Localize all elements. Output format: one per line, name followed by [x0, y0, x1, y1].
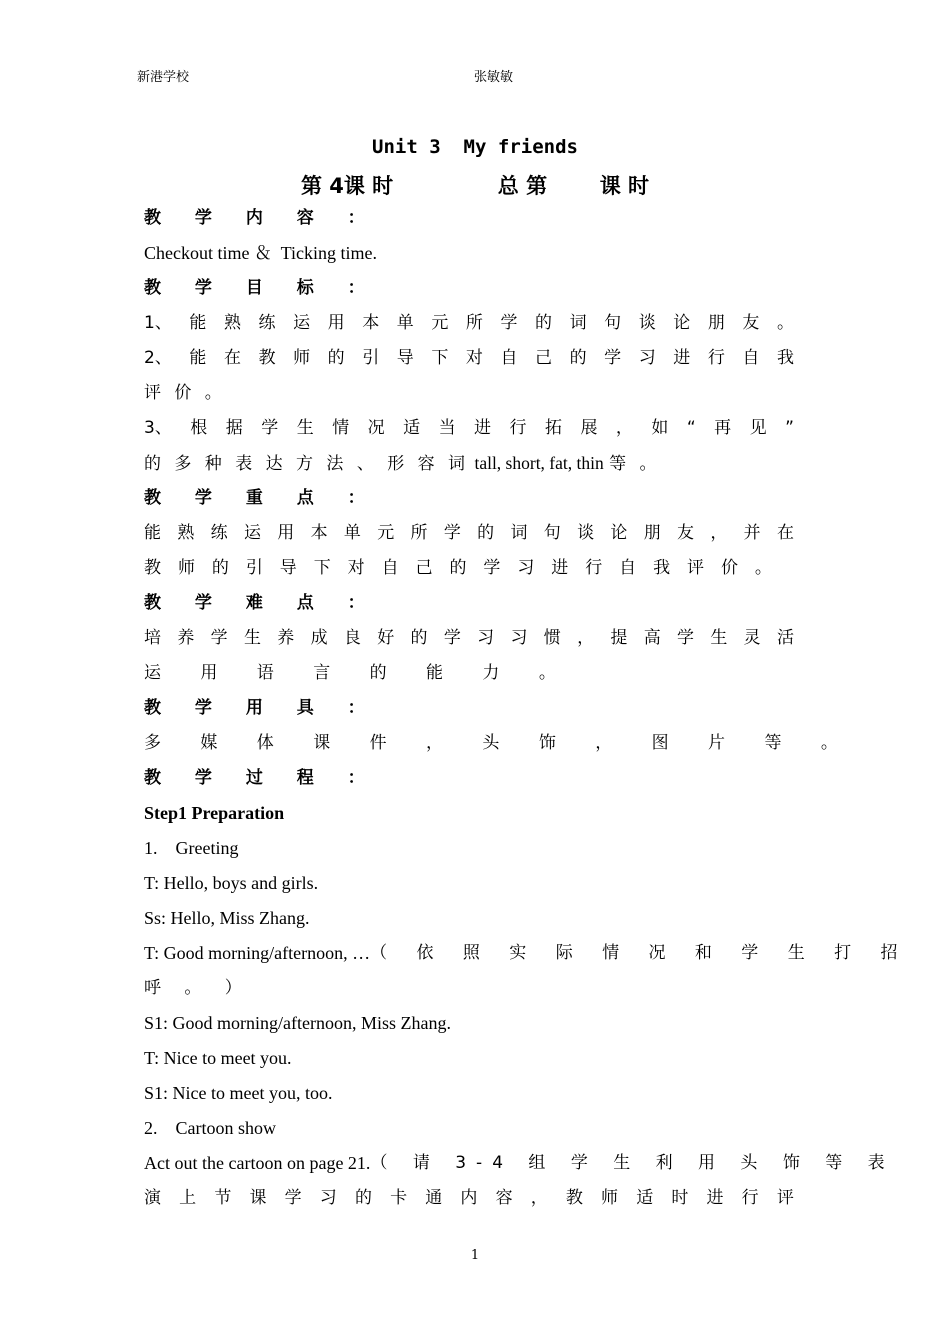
text-token: 在 — [223, 348, 241, 368]
keypoints-line-1 — [144, 516, 794, 551]
content-text: Checkout time ＆ Ticking time. — [144, 243, 377, 263]
tools-text: 多 媒 体 课 件 ， 头 饰 ， 图 片 等 。 — [144, 733, 855, 753]
header-school: 新港学校 — [137, 70, 190, 85]
text-token: 的 — [449, 558, 467, 578]
text-token: 学 — [210, 628, 228, 648]
item-cartoon: 2. Cartoon show — [144, 1118, 276, 1138]
text-token: 行 — [585, 558, 603, 578]
difficult-line-1 — [144, 621, 794, 656]
text-token: 2、 — [144, 348, 172, 368]
text-token: 的 — [477, 523, 495, 543]
dialogue-line: T: Hello, boys and girls. — [144, 873, 319, 893]
text-token: 的 — [211, 558, 229, 578]
text-token: 教 — [258, 348, 276, 368]
text-token: 习 — [517, 558, 535, 578]
text-token: 进 — [474, 418, 492, 438]
dialogue-line: S1: Nice to meet you, too. — [144, 1083, 333, 1103]
text-token: 价 — [720, 558, 738, 578]
text-token: 师 — [177, 558, 195, 578]
text-token: 能 — [144, 523, 161, 543]
text-token: 词 — [510, 523, 528, 543]
text-token: 好 — [377, 628, 395, 648]
text-token: 本 — [310, 523, 328, 543]
text-token: 引 — [362, 348, 380, 368]
text-token: 熟 — [177, 523, 195, 543]
text-token: 活 — [776, 628, 794, 648]
text-token: 元 — [431, 313, 449, 333]
text-token: 句 — [604, 313, 622, 333]
text-token: 教 — [144, 558, 161, 578]
text-token: 1、 — [144, 313, 172, 333]
text-token: 惯 — [543, 628, 561, 648]
text-token: 根 — [190, 418, 208, 438]
text-token: 上 — [179, 1188, 197, 1208]
content-heading: 教 学 内 容 ： — [144, 208, 379, 228]
text-token: 良 — [343, 628, 361, 648]
text-token: ， — [577, 628, 595, 648]
text-token: 当 — [438, 418, 456, 438]
text-token: 友 — [742, 313, 760, 333]
text-token: ， — [710, 523, 728, 543]
header-author: 张敏敏 — [474, 70, 514, 85]
text-token: 学 — [677, 628, 694, 648]
text-token: 灵 — [743, 628, 761, 648]
text-token: ” — [785, 418, 794, 438]
dialogue-en: T: Good morning/afternoon, … — [144, 943, 371, 963]
text-token: 评 — [687, 558, 704, 578]
text-token: 的 — [327, 348, 345, 368]
text-token: 卡 — [390, 1188, 408, 1208]
text-token: 我 — [653, 558, 671, 578]
text-token: 的 — [535, 313, 553, 333]
keypoints-line-2 — [144, 551, 794, 586]
difficult-line-2: 运 用 语 言 的 能 力 。 — [144, 663, 573, 683]
text-token: 进 — [706, 1188, 724, 1208]
text-token: 导 — [396, 348, 414, 368]
goal-3-cont — [144, 446, 794, 481]
lesson-plan-body — [144, 201, 910, 1216]
text-token: 如 — [651, 418, 669, 438]
text-token: 论 — [610, 523, 628, 543]
text-token: 师 — [293, 348, 311, 368]
text-token: ， — [530, 1188, 548, 1208]
text-token: 引 — [245, 558, 263, 578]
text-token: 导 — [279, 558, 297, 578]
text-token: 高 — [643, 628, 661, 648]
text-token: 学 — [443, 628, 461, 648]
page-number: 1 — [470, 1248, 480, 1263]
text-token: 展 — [580, 418, 598, 438]
text-token: 课 — [249, 1188, 267, 1208]
cartoon-note: （ 请 3-4 组 学 生 利 用 头 饰 等 表 — [370, 1153, 895, 1173]
text-token: 单 — [396, 313, 414, 333]
text-token: 元 — [377, 523, 395, 543]
goal-3-adjectives: tall, short, fat, thin — [474, 453, 604, 473]
text-token: 培 — [144, 628, 161, 648]
text-token: 下 — [313, 558, 331, 578]
text-token: 朋 — [707, 313, 725, 333]
text-token: 用 — [277, 523, 295, 543]
text-token: 学 — [500, 313, 518, 333]
text-token: 养 — [277, 628, 295, 648]
goals-heading: 教 学 目 标 ： — [144, 278, 379, 298]
text-token: 3、 — [144, 418, 172, 438]
text-token: 行 — [707, 348, 725, 368]
text-token: ， — [615, 418, 633, 438]
text-token: 友 — [677, 523, 694, 543]
text-token: 生 — [296, 418, 314, 438]
text-token: 自 — [742, 348, 760, 368]
total-lesson: 总 第 — [497, 174, 548, 198]
text-token: 词 — [569, 313, 587, 333]
text-token: 再 — [714, 418, 732, 438]
text-token: 习 — [510, 628, 528, 648]
text-token: 谈 — [638, 313, 656, 333]
text-token: 适 — [636, 1188, 654, 1208]
text-token: 朋 — [643, 523, 661, 543]
dialogue-line: T: Nice to meet you. — [144, 1048, 292, 1068]
text-token: 评 — [776, 1188, 794, 1208]
keypoints-heading: 教 学 重 点 ： — [144, 488, 379, 508]
text-token: 句 — [543, 523, 561, 543]
text-token: 对 — [347, 558, 365, 578]
cartoon-en: Act out the cartoon on page 21. — [144, 1153, 371, 1173]
goal-2-cont: 评 价 。 — [144, 383, 226, 403]
text-token: 拓 — [544, 418, 562, 438]
text-token: 节 — [214, 1188, 232, 1208]
text-token: 能 — [189, 348, 207, 368]
text-token: 对 — [465, 348, 483, 368]
text-token: 行 — [741, 1188, 759, 1208]
text-token: 内 — [460, 1188, 478, 1208]
dialogue-note: （ 依 照 实 际 情 况 和 学 生 打 招 — [370, 943, 910, 963]
text-token: 进 — [673, 348, 691, 368]
text-token: 时 — [671, 1188, 689, 1208]
text-token: 见 — [749, 418, 767, 438]
text-token: 通 — [425, 1188, 443, 1208]
text-token: 学 — [604, 348, 622, 368]
text-token: 所 — [410, 523, 428, 543]
text-token: 生 — [243, 628, 261, 648]
text-token: 习 — [638, 348, 656, 368]
text-token: 成 — [310, 628, 328, 648]
text-token: 的 — [354, 1188, 372, 1208]
text-token: 熟 — [223, 313, 241, 333]
text-token: 论 — [673, 313, 691, 333]
unit-title: Unit 3 My friends — [372, 136, 578, 158]
lesson-title — [0, 170, 950, 200]
text-token: 单 — [343, 523, 361, 543]
text-token: 。 — [754, 558, 772, 578]
text-token: 提 — [610, 628, 628, 648]
dialogue-note-cont: 呼 。 ） — [144, 978, 251, 998]
process-heading: 教 学 过 程 ： — [144, 768, 379, 788]
text-token: 况 — [367, 418, 385, 438]
text-token: “ — [686, 418, 696, 438]
period-label: 课 时 — [599, 174, 650, 198]
text-token: 下 — [431, 348, 449, 368]
text-token: 养 — [177, 628, 195, 648]
text-token: 己 — [415, 558, 433, 578]
tools-heading: 教 学 用 具 ： — [144, 698, 379, 718]
dialogue-line: Ss: Hello, Miss Zhang. — [144, 908, 310, 928]
text-token: 用 — [327, 313, 345, 333]
cartoon-note-cont — [144, 1181, 794, 1216]
text-token: 学 — [261, 418, 279, 438]
text-token: 学 — [483, 558, 501, 578]
text-token: 习 — [319, 1188, 337, 1208]
step1-heading: Step1 Preparation — [144, 803, 285, 823]
text-token: 运 — [243, 523, 261, 543]
text-token: 生 — [710, 628, 728, 648]
item-greeting: 1. Greeting — [144, 838, 239, 858]
text-token: 谈 — [577, 523, 595, 543]
goal-3 — [144, 411, 794, 446]
text-token: 所 — [465, 313, 483, 333]
text-token: 教 — [565, 1188, 583, 1208]
text-token: 自 — [619, 558, 637, 578]
text-token: 的 — [410, 628, 428, 648]
text-token: 运 — [293, 313, 311, 333]
text-token: 行 — [509, 418, 527, 438]
text-token: 容 — [495, 1188, 513, 1208]
text-token: 自 — [500, 348, 518, 368]
text-token: 练 — [258, 313, 276, 333]
text-token: 我 — [776, 348, 794, 368]
text-token: 学 — [284, 1188, 302, 1208]
text-token: 本 — [362, 313, 380, 333]
text-token: 适 — [403, 418, 421, 438]
text-token: 学 — [443, 523, 461, 543]
text-token: 。 — [776, 313, 794, 333]
goal-3-end: 等 。 — [609, 454, 661, 474]
lesson-number: 第 4课 时 — [300, 174, 394, 198]
text-token: 习 — [477, 628, 495, 648]
text-token: 的 — [569, 348, 587, 368]
dialogue-line — [144, 936, 910, 971]
goal-2 — [144, 341, 794, 376]
text-token: 在 — [776, 523, 794, 543]
difficult-heading: 教 学 难 点 ： — [144, 593, 379, 613]
text-token: 情 — [332, 418, 350, 438]
text-token: 据 — [225, 418, 243, 438]
text-token: 自 — [381, 558, 399, 578]
text-token: 己 — [535, 348, 553, 368]
text-token: 能 — [189, 313, 207, 333]
dialogue-line: S1: Good morning/afternoon, Miss Zhang. — [144, 1013, 451, 1033]
text-token: 练 — [210, 523, 228, 543]
text-token: 演 — [144, 1188, 161, 1208]
goal-3-cn: 的 多 种 表 达 方 法 、 形 容 词 — [144, 454, 470, 474]
cartoon-line — [144, 1146, 895, 1181]
text-token: 进 — [551, 558, 569, 578]
goal-1 — [144, 306, 794, 341]
text-token: 师 — [601, 1188, 619, 1208]
text-token: 并 — [743, 523, 761, 543]
